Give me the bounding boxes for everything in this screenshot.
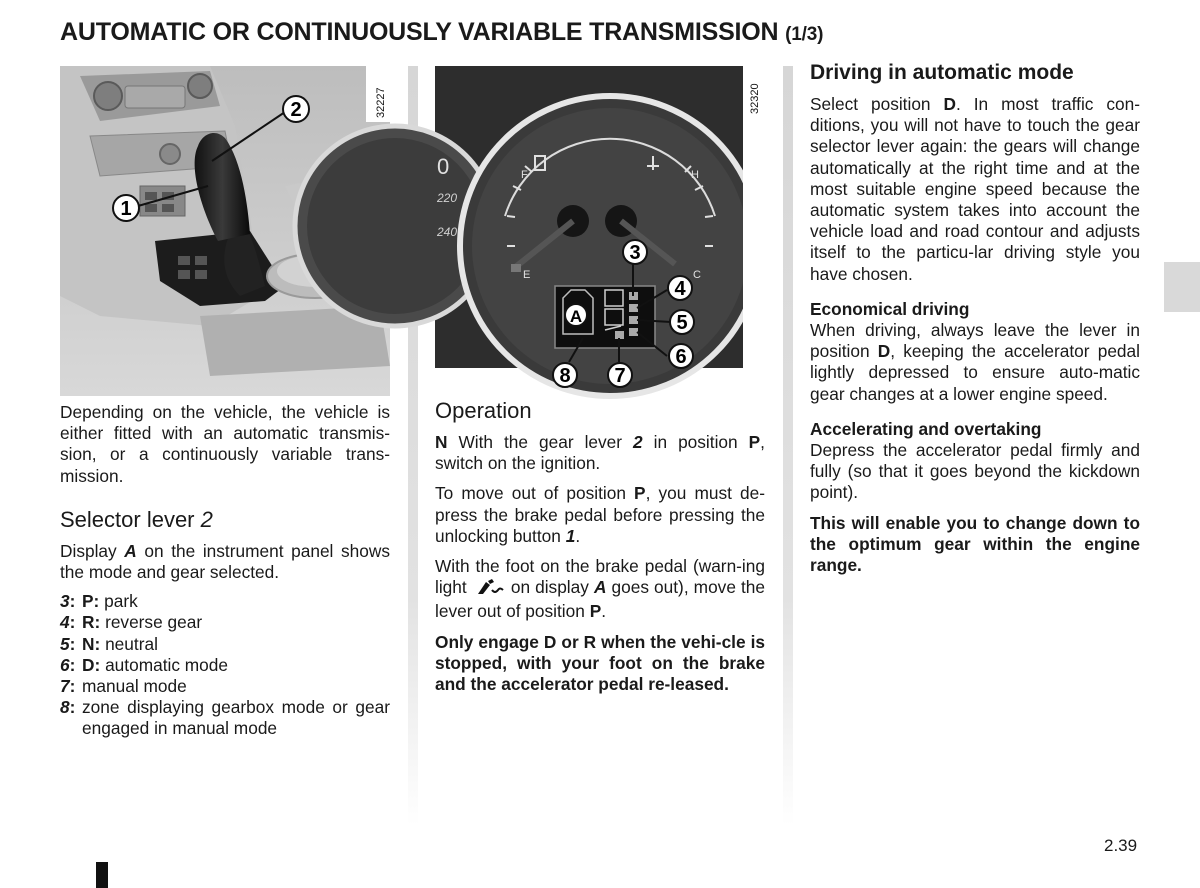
- operation-paragraph-2: To move out of position P, you must de-press the brake pedal before pressing the unlocking button 1.: [435, 483, 765, 546]
- title-text: AUTOMATIC OR CONTINUOUSLY VARIABLE TRANSMISSION: [60, 18, 779, 46]
- gauge-label-0: 0: [437, 154, 450, 179]
- gauge-label-H: H: [691, 169, 699, 181]
- legend-item-3: 3: P: park: [60, 591, 138, 612]
- intro-paragraph: Depending on the vehicle, the vehicle is either fitted with an automatic transmis-sion, or a continuously variable trans-mission.: [60, 402, 390, 486]
- gauge-label-240: 240: [437, 225, 458, 239]
- callout-3: 3: [629, 242, 641, 264]
- callout-4: 4: [674, 278, 686, 300]
- automatic-mode-paragraph: Select position D. In most traffic con-ditions, you will not have to touch the gear selector lever again: the gears will change automatically at the right time and at the most suitable engine speed because the automatic system takes into account the vehicle load and road contour and adjusts itself to the particu-lar driving style you have chosen.: [810, 94, 1140, 284]
- callout-8: 8: [559, 365, 571, 387]
- gauge-label-C: C: [693, 269, 701, 281]
- crop-mark: [96, 862, 108, 888]
- instrument-display-illustration: [435, 66, 765, 387]
- callout-2: 2: [290, 99, 302, 121]
- display-legend: [60, 591, 390, 739]
- operation-paragraph-1: N With the gear lever 2 in position P, switch on the ignition.: [435, 432, 765, 474]
- operation-heading: Operation: [435, 398, 532, 423]
- display-letter: A: [124, 540, 137, 561]
- accelerating-note: This will enable you to change down to the optimum gear within the engine range.: [810, 512, 1140, 576]
- legend-item-8: 8: zone displaying gearbox mode or gear engaged in manual mode: [60, 697, 390, 739]
- accelerating-heading: Accelerating and overtaking: [810, 418, 1042, 439]
- gauge-label-E: E: [523, 269, 531, 281]
- title-part: (1/3): [785, 24, 824, 45]
- gauge-label-F: F: [521, 169, 528, 181]
- callout-6: 6: [675, 346, 687, 368]
- instrument-panel-drawing: [435, 66, 765, 387]
- display-text-2: on the instrument panel shows the mode and gear selected.: [60, 540, 390, 583]
- page-title: [60, 18, 1140, 47]
- foot-on-brake-warning-icon: [474, 578, 504, 601]
- gauge-label-220: 220: [437, 191, 458, 205]
- legend-item-4: 4: R: reverse gear: [60, 612, 203, 633]
- automatic-mode-heading: Driving in automatic mode: [810, 61, 1074, 84]
- figure-reference: 32227: [375, 87, 387, 118]
- display-text-1: Display: [60, 540, 117, 561]
- display-paragraph: [60, 541, 390, 583]
- economical-driving-heading: Economical driving: [810, 298, 970, 319]
- column-2: [435, 66, 765, 704]
- callout-7: 7: [614, 365, 626, 387]
- legend-item-6: 6: D: automatic mode: [60, 654, 229, 675]
- selector-heading-text: Selector lever: [60, 506, 195, 532]
- callout-1: 1: [120, 198, 132, 220]
- selector-heading-number: 2: [200, 506, 213, 532]
- callout-5: 5: [676, 312, 688, 334]
- accelerating-paragraph: Depress the accelerator pedal firmly and fully (so that it goes beyond the kickdown point).: [810, 440, 1140, 503]
- selector-lever-heading: [60, 507, 390, 533]
- legend-item-7: 7: manual mode: [60, 676, 187, 697]
- economical-driving-paragraph: When driving, always leave the lever in position D, keeping the accelerator pedal lightly depressed to ensure auto-matic gear changes at a lower engine speed.: [810, 320, 1140, 404]
- column-3: [810, 60, 1140, 585]
- column-divider-2: [783, 66, 793, 826]
- section-tab-marker: [1164, 262, 1200, 312]
- operation-paragraph-3: With the foot on the brake pedal (warn-ing light on display A goes out), move the lever out of position P.: [435, 556, 765, 622]
- figure-reference: 32320: [749, 83, 761, 114]
- callout-A: A: [569, 307, 583, 326]
- legend-item-5: 5: N: neutral: [60, 633, 158, 654]
- operation-warning: Only engage D or R when the vehi-cle is stopped, with your foot on the brake and the accelerator pedal re-leased.: [435, 631, 765, 695]
- page-number: 2.39: [1104, 836, 1138, 855]
